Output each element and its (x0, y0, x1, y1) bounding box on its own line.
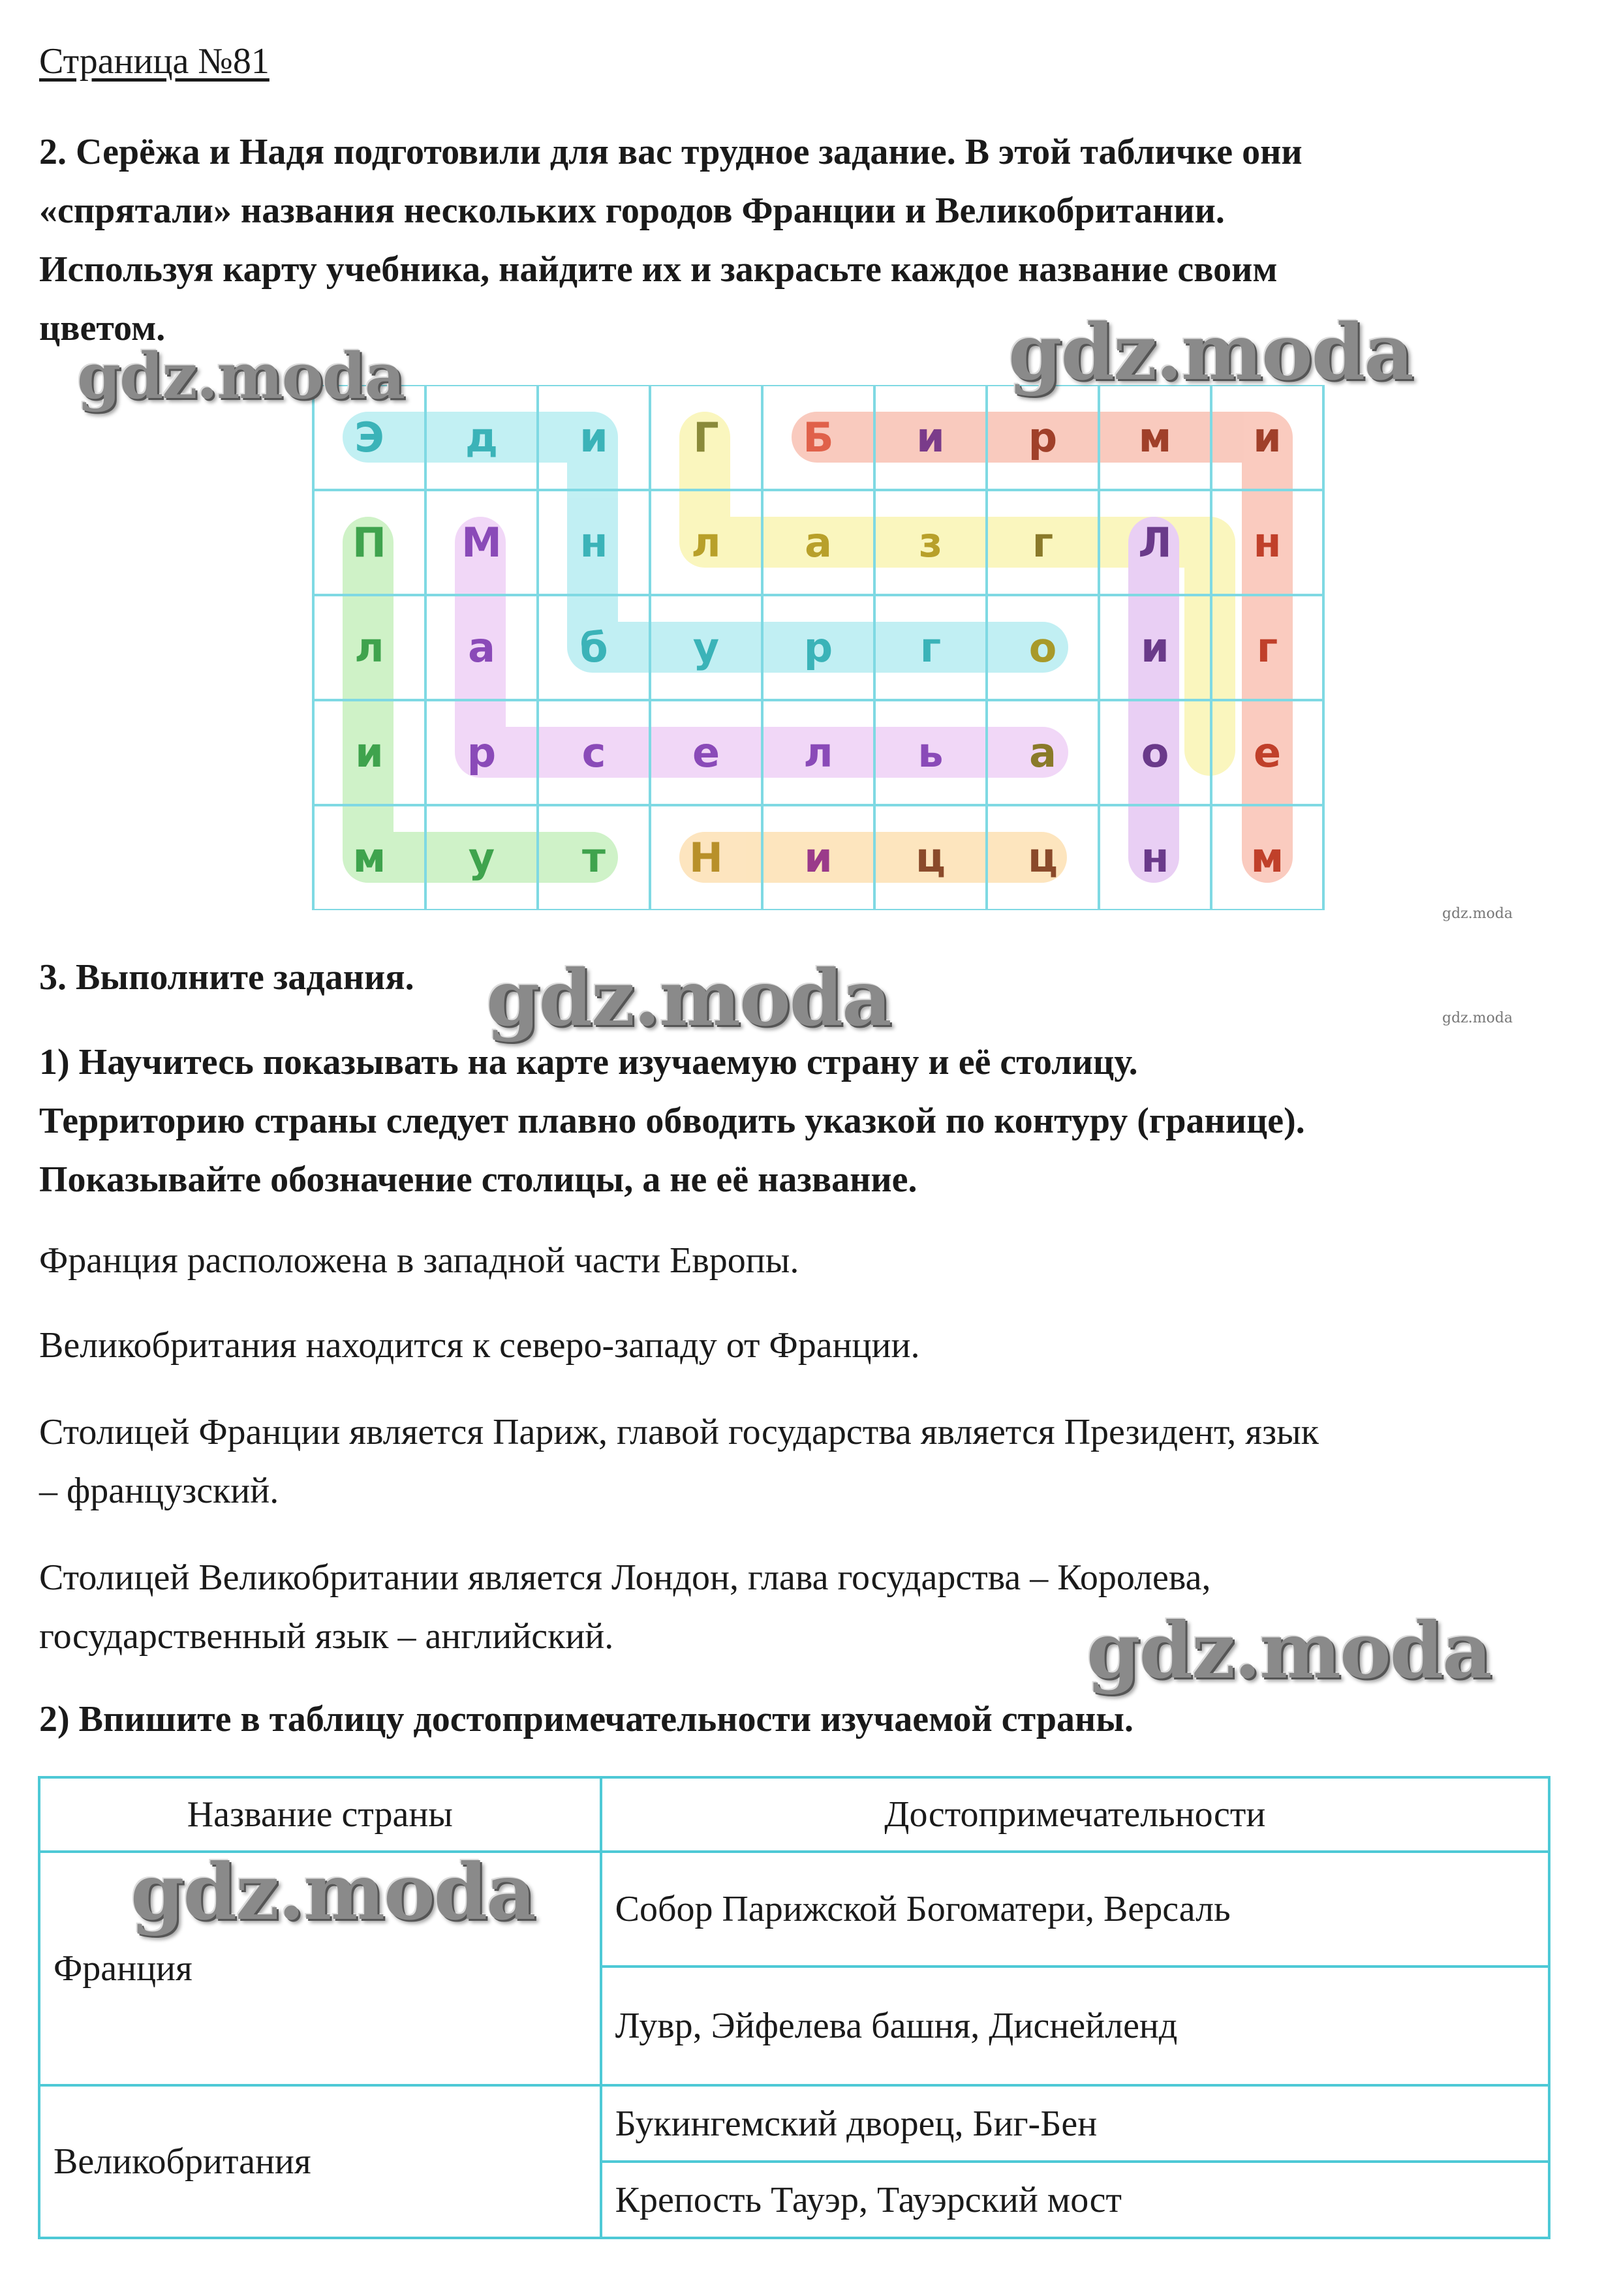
puzzle-cell: л (803, 729, 833, 776)
puzzle-cell: м (1138, 414, 1172, 461)
puzzle-cell: Л (1138, 519, 1172, 566)
puzzle-cell: г (1256, 624, 1278, 671)
task2-line: «спрятали» названия нескольких городов Франции и Великобритании. (39, 191, 1225, 231)
puzzle-cell: о (1141, 729, 1169, 776)
answer-line: Столицей Великобритании является Лондон, глава государства – Королева, (39, 1557, 1211, 1598)
country-uk: Великобритания (39, 2085, 601, 2238)
puzzle-cell: о (1028, 624, 1057, 671)
sights-cell: Лувр, Эйфелева башня, Диснейленд (601, 1967, 1549, 2085)
task3-sub1-line: 1) Научитесь показывать на карте изучаемую страну и её столицу. (39, 1042, 1138, 1082)
watermark-small: gdz.moda (1442, 906, 1513, 922)
puzzle-cell: ц (1028, 834, 1058, 881)
page-number: Страница №81 (39, 41, 270, 82)
puzzle-cell: и (355, 729, 384, 776)
puzzle-cell: н (1141, 834, 1169, 881)
watermark: gdz.moda (77, 339, 405, 413)
watermark: gdz.moda (486, 953, 891, 1043)
puzzle-cell: н (579, 519, 608, 566)
task3-sub1-line: Показывайте обозначение столицы, а не её название. (39, 1159, 917, 1200)
puzzle-cell: а (468, 624, 495, 671)
country-france: Франция (39, 1852, 601, 2085)
puzzle-cell: б (579, 624, 608, 671)
sights-cell: Собор Парижской Богоматери, Версаль (601, 1852, 1549, 1967)
answer-uk-location: Великобритания находится к северо-западу от Франции. (39, 1325, 920, 1366)
answer-france-location: Франция расположена в западной части Европы. (39, 1240, 799, 1281)
puzzle-cell: и (1141, 624, 1169, 671)
puzzle-cell: и (804, 834, 833, 881)
answer-line: – французский. (39, 1471, 279, 1511)
puzzle-cell: н (1253, 519, 1282, 566)
table-header-row (39, 1777, 1549, 1852)
puzzle-cell: П (352, 519, 386, 566)
sights-cell: Букингемский дворец, Биг-Бен (601, 2085, 1549, 2162)
puzzle-cell: Э (354, 414, 384, 461)
sights-table (38, 1776, 1550, 2239)
puzzle-cell: М (461, 519, 502, 566)
watermark: gdz.moda (131, 1846, 535, 1937)
answer-line: государственный язык – английский. (39, 1616, 614, 1657)
answer-uk-capital (39, 1548, 1210, 1666)
task3-sub1-line: Территорию страны следует плавно обводить указкой по контуру (границе). (39, 1101, 1305, 1141)
task2-line: Используя карту учебника, найдите их и закрасьте каждое название своим (39, 249, 1278, 290)
puzzle-cell: л (354, 624, 384, 671)
puzzle-cell: р (803, 624, 833, 671)
header-sights: Достопримечательности (601, 1777, 1549, 1852)
puzzle-cell: м (352, 834, 386, 881)
task2-line: 2. Серёжа и Надя подготовили для вас трудное задание. В этой табличке они (39, 132, 1303, 172)
puzzle-cell: и (916, 414, 945, 461)
task3-sub2: 2) Впишите в таблицу достопримечательности изучаемой страны. (39, 1699, 1133, 1739)
puzzle-cell: а (1029, 729, 1056, 776)
puzzle-cell: у (468, 834, 495, 881)
puzzle-cell: Г (693, 414, 719, 461)
header-country: Название страны (39, 1777, 601, 1852)
puzzle-cell: д (465, 414, 499, 461)
puzzle-cell: г (1032, 519, 1054, 566)
answer-france-capital (39, 1403, 1319, 1520)
task2-line: цветом. (39, 308, 166, 348)
puzzle-cell: м (1250, 834, 1284, 881)
table-row (39, 2085, 1549, 2162)
word-search-puzzle (312, 385, 1331, 910)
puzzle-cell: ц (916, 834, 946, 881)
watermark-small: gdz.moda (1442, 1010, 1513, 1026)
puzzle-cell: е (692, 729, 720, 776)
puzzle-cell: Н (689, 834, 723, 881)
task3-heading: 3. Выполните задания. (39, 957, 414, 998)
puzzle-cell: Б (803, 414, 834, 461)
watermark: gdz.moda (1087, 1605, 1491, 1696)
answer-line: Столицей Франции является Париж, главой государства является Президент, язык (39, 1412, 1319, 1452)
watermark: gdz.moda (1008, 307, 1413, 397)
sights-cell: Крепость Тауэр, Тауэрский мост (601, 2162, 1549, 2238)
puzzle-cell: с (581, 729, 606, 776)
puzzle-cell: у (692, 624, 720, 671)
puzzle-cell: р (1028, 414, 1058, 461)
task3-sub1 (39, 1033, 1305, 1209)
puzzle-cell: ь (917, 729, 944, 776)
puzzle-cell: г (919, 624, 942, 671)
puzzle-cell: е (1253, 729, 1282, 776)
puzzle-cell: и (1253, 414, 1282, 461)
puzzle-cell: т (582, 834, 606, 881)
puzzle-cell: р (467, 729, 497, 776)
puzzle-cell: и (579, 414, 608, 461)
puzzle-cell: а (805, 519, 832, 566)
puzzle-cell: з (918, 519, 943, 566)
puzzle-cell: л (691, 519, 721, 566)
